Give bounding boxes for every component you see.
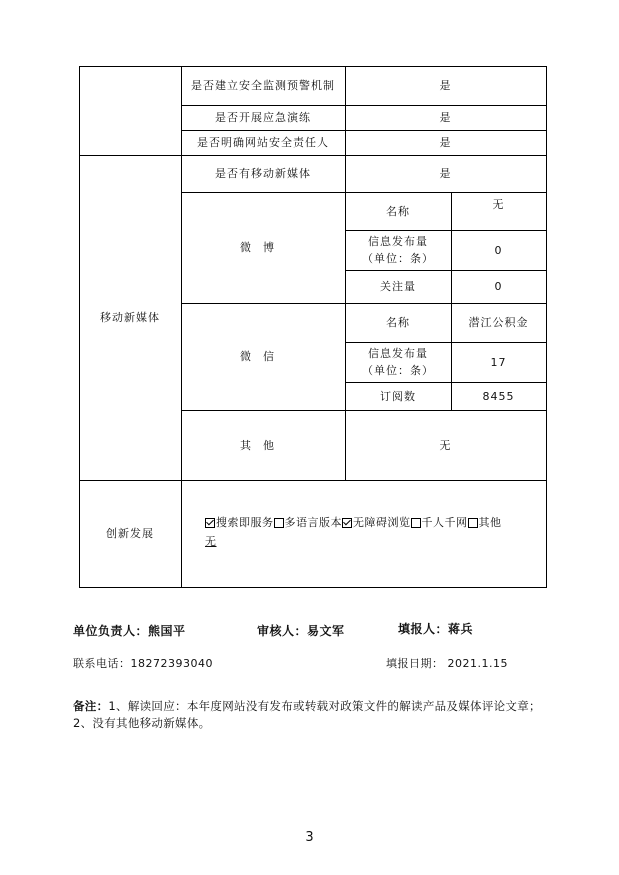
option-search-as-service[interactable]: 搜索即服务 [205,516,274,529]
wechat-subscribers-label: 订阅数 [380,389,416,403]
checkbox-icon[interactable] [411,518,421,528]
remarks-prefix: 备注： [73,699,109,713]
wechat-label: 微信 [240,350,286,363]
contact-phone: 联系电话：18272393040 [73,657,213,670]
innovation-options [205,513,545,551]
weibo-name-label: 名称 [386,204,410,218]
weibo-posts-value: 0 [494,243,503,257]
emergency-drill-value: 是 [439,111,452,124]
mobile-media-section-label: 移动新媒体 [100,311,160,324]
remarks [73,698,548,732]
wechat-posts-label: 信息发布量（单位：条） [362,347,434,377]
unit-head: 单位负责人：熊国平 [73,624,186,638]
has-mobile-media-label: 是否有移动新媒体 [215,167,311,180]
responsible-person-label: 是否明确网站安全责任人 [197,136,329,149]
emergency-drill-label: 是否开展应急演练 [215,111,311,124]
filler: 填报人：蒋兵 [398,622,474,636]
remarks-text: 1、解读回应：本年度网站没有发布或转载对政策文件的解读产品及媒体评论文章；2、没有其他移动新媒体。 [73,699,541,730]
weibo-followers-label: 关注量 [380,280,416,293]
innovation-label: 创新发展 [106,527,154,540]
security-monitoring-label: 是否建立安全监测预警机制 [191,79,335,92]
responsible-person-value: 是 [439,136,452,149]
wechat-name-value: 潜江公积金 [468,316,529,329]
wechat-name-label: 名称 [386,316,410,329]
option-personalized[interactable]: 千人千网 [411,516,468,529]
option-other[interactable]: 其他 [468,516,502,529]
innovation-other-text: 无 [205,535,217,548]
other-media-value: 无 [439,438,452,452]
fill-date: 填报日期： 2021.1.15 [386,657,508,670]
option-multilingual[interactable]: 多语言版本 [274,516,343,529]
checkbox-icon[interactable] [274,518,284,528]
wechat-subscribers-value: 8455 [482,389,515,403]
reviewer: 审核人：易文军 [257,624,345,638]
checkbox-checked-icon[interactable] [342,518,352,528]
weibo-followers-value: 0 [494,280,503,293]
page-number: 3 [305,830,314,845]
weibo-name-value: 无 [492,197,505,211]
weibo-label: 微博 [240,241,286,254]
option-accessible-browsing[interactable]: 无障碍浏览 [342,516,411,529]
has-mobile-media-value: 是 [439,167,452,180]
checkbox-icon[interactable] [468,518,478,528]
wechat-posts-value: 17 [490,355,507,369]
security-monitoring-value: 是 [439,79,452,92]
weibo-posts-label: 信息发布量（单位：条） [362,235,434,265]
checkbox-checked-icon[interactable] [205,518,215,528]
other-media-label: 其他 [240,438,286,452]
